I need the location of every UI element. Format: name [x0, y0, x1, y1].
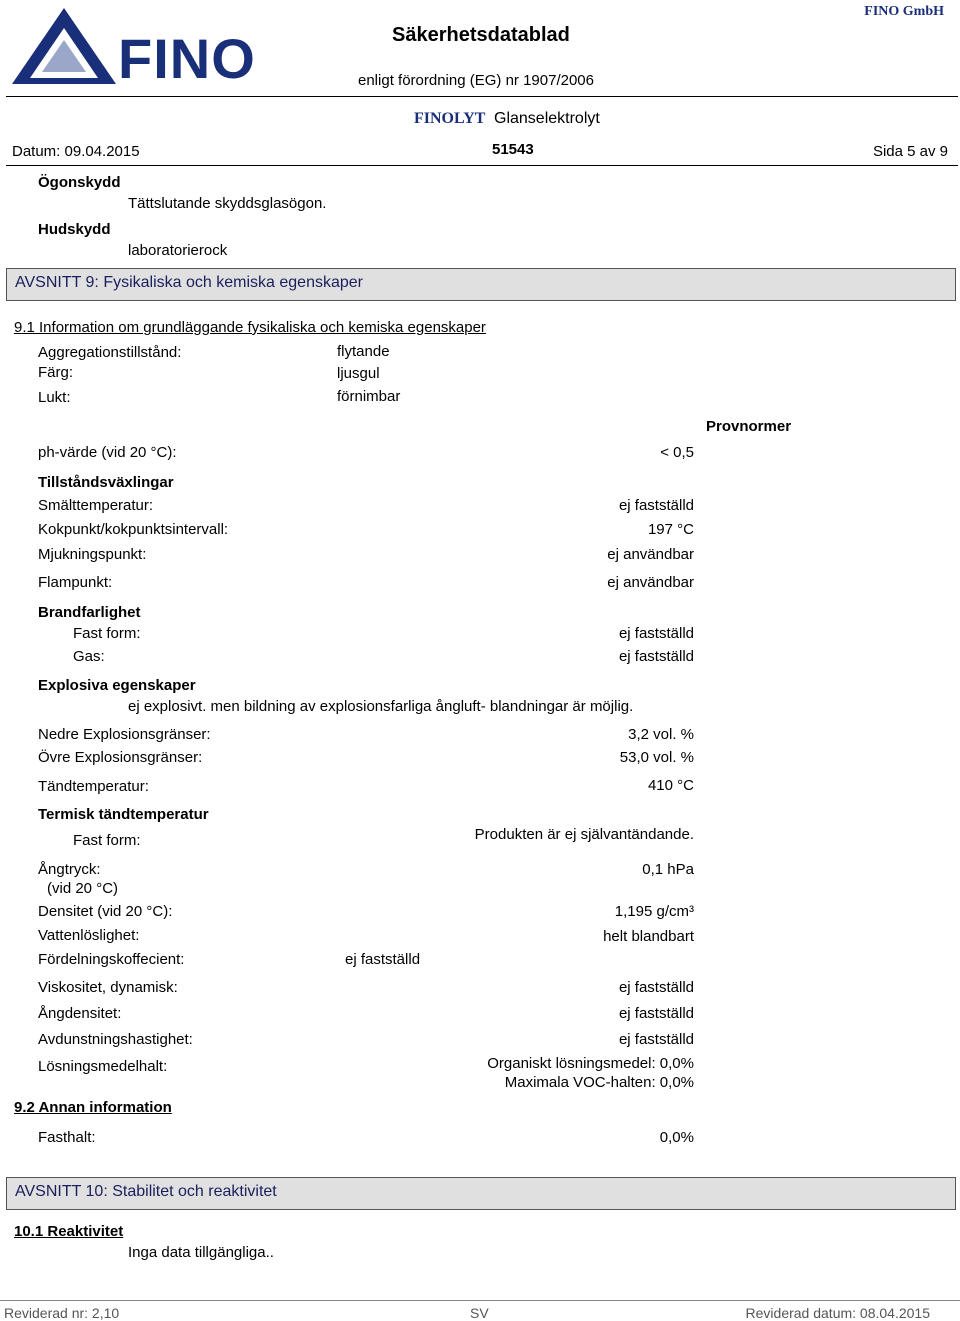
- thermal-solid-label: Fast form:: [73, 832, 141, 849]
- eye-protection-label: Ögonskydd: [38, 174, 121, 191]
- solids-value: 0,0%: [659, 1129, 694, 1146]
- product-number: 51543: [492, 141, 534, 158]
- solid-label: Fast form:: [73, 625, 141, 642]
- subsection-10-1-title: 10.1 Reaktivitet: [14, 1223, 124, 1240]
- solvent-label: Lösningsmedelhalt:: [38, 1058, 168, 1075]
- thermal-solid-value: Produkten är ej självantändande.: [474, 826, 694, 843]
- section-10-title: AVSNITT 10: Stabilitet och reaktivitet: [15, 1183, 277, 1200]
- viscosity-value: ej fastställd: [618, 979, 694, 996]
- partition-label: Fördelningskoffecient:: [38, 951, 185, 968]
- eye-protection-value: Tättslutande skyddsglasögon.: [128, 195, 327, 212]
- density-value: 1,195 g/cm³: [614, 903, 694, 920]
- solvent-value-organic: Organiskt lösningsmedel: 0,0%: [487, 1055, 694, 1072]
- section-9-title: AVSNITT 9: Fysikaliska och kemiska egenskaper: [15, 274, 363, 291]
- footer-revision-no: Reviderad nr: 2,10: [4, 1305, 120, 1321]
- solubility-label: Vattenlöslighet:: [38, 927, 140, 944]
- document-date: Datum: 09.04.2015: [12, 143, 140, 160]
- aggregation-value: flytande: [337, 343, 390, 360]
- upper-explosion-value: 53,0 vol. %: [619, 749, 694, 766]
- ph-value: < 0,5: [660, 444, 694, 461]
- section-10-header: [6, 1177, 956, 1210]
- product-name: Glanselektrolyt: [494, 110, 600, 127]
- test-norms-header: Provnormer: [706, 418, 792, 435]
- melting-value: ej fastställd: [618, 497, 694, 514]
- solid-value: ej fastställd: [618, 625, 694, 642]
- ignition-value: 410 °C: [647, 777, 694, 794]
- odor-label: Lukt:: [38, 389, 71, 406]
- upper-explosion-label: Övre Explosionsgränser:: [38, 749, 203, 766]
- section-9-header: [6, 268, 956, 301]
- regulation-text: enligt förordning (EG) nr 1907/2006: [358, 72, 594, 89]
- reactivity-text: Inga data tillgängliga..: [128, 1244, 274, 1261]
- subsection-9-1-title: 9.1 Information om grundläggande fysikaliska och kemiska egenskaper: [14, 319, 486, 336]
- document-title: Säkerhetsdatablad: [392, 24, 570, 46]
- subsection-9-2-title: 9.2 Annan information: [14, 1099, 172, 1116]
- thermal-title: Termisk tändtemperatur: [38, 806, 209, 823]
- skin-protection-value: laboratorierock: [128, 242, 228, 259]
- color-label: Färg:: [38, 364, 74, 381]
- softening-value: ej användbar: [607, 546, 694, 563]
- evaporation-value: ej fastställd: [618, 1031, 694, 1048]
- footer-revision-date: Reviderad datum: 08.04.2015: [745, 1305, 930, 1321]
- header-rule-bottom: [6, 165, 958, 166]
- solvent-value-voc: Maximala VOC-halten: 0,0%: [504, 1074, 694, 1091]
- company-name: FINO GmbH: [864, 4, 944, 19]
- header-rule-top: [6, 96, 958, 97]
- vapor-pressure-value: 0,1 hPa: [642, 861, 694, 878]
- partition-value: ej fastställd: [345, 951, 421, 968]
- vapor-density-value: ej fastställd: [618, 1005, 694, 1022]
- skin-protection-label: Hudskydd: [38, 221, 111, 238]
- gas-label: Gas:: [73, 648, 105, 665]
- ignition-label: Tändtemperatur:: [38, 778, 149, 795]
- flammability-title: Brandfarlighet: [38, 604, 141, 621]
- footer-rule: [0, 1300, 960, 1301]
- odor-value: förnimbar: [337, 388, 401, 405]
- vapor-density-label: Ångdensitet:: [38, 1005, 122, 1022]
- boiling-value: 197 °C: [647, 521, 694, 538]
- melting-label: Smälttemperatur:: [38, 497, 154, 514]
- softening-label: Mjukningspunkt:: [38, 546, 147, 563]
- lower-explosion-value: 3,2 vol. %: [628, 726, 694, 743]
- aggregation-label: Aggregationstillstånd:: [38, 344, 182, 361]
- explosive-title: Explosiva egenskaper: [38, 677, 196, 694]
- color-value: ljusgul: [337, 365, 380, 382]
- evaporation-label: Avdunstningshastighet:: [38, 1031, 193, 1048]
- density-label: Densitet (vid 20 °C):: [38, 903, 173, 920]
- footer-language: SV: [470, 1305, 489, 1321]
- transitions-title: Tillståndsväxlingar: [38, 474, 174, 491]
- vapor-pressure-sub: (vid 20 °C): [47, 880, 119, 897]
- page-number: Sida 5 av 9: [872, 143, 948, 160]
- solubility-value: helt blandbart: [603, 928, 694, 945]
- flash-value: ej användbar: [607, 574, 694, 591]
- ph-label: ph-värde (vid 20 °C):: [38, 444, 177, 461]
- logo: [6, 4, 256, 90]
- viscosity-label: Viskositet, dynamisk:: [38, 979, 178, 996]
- vapor-pressure-label: Ångtryck:: [38, 861, 101, 878]
- boiling-label: Kokpunkt/kokpunktsintervall:: [38, 521, 229, 538]
- gas-value: ej fastställd: [618, 648, 694, 665]
- lower-explosion-label: Nedre Explosionsgränser:: [38, 726, 211, 743]
- flash-label: Flampunkt:: [38, 574, 113, 591]
- solids-label: Fasthalt:: [38, 1129, 96, 1146]
- brand-name: FINOLYT: [414, 110, 486, 127]
- explosive-text: ej explosivt. men bildning av explosionsfarliga ångluft- blandningar är möjlig.: [128, 698, 634, 715]
- logo-text: FINO: [118, 27, 256, 90]
